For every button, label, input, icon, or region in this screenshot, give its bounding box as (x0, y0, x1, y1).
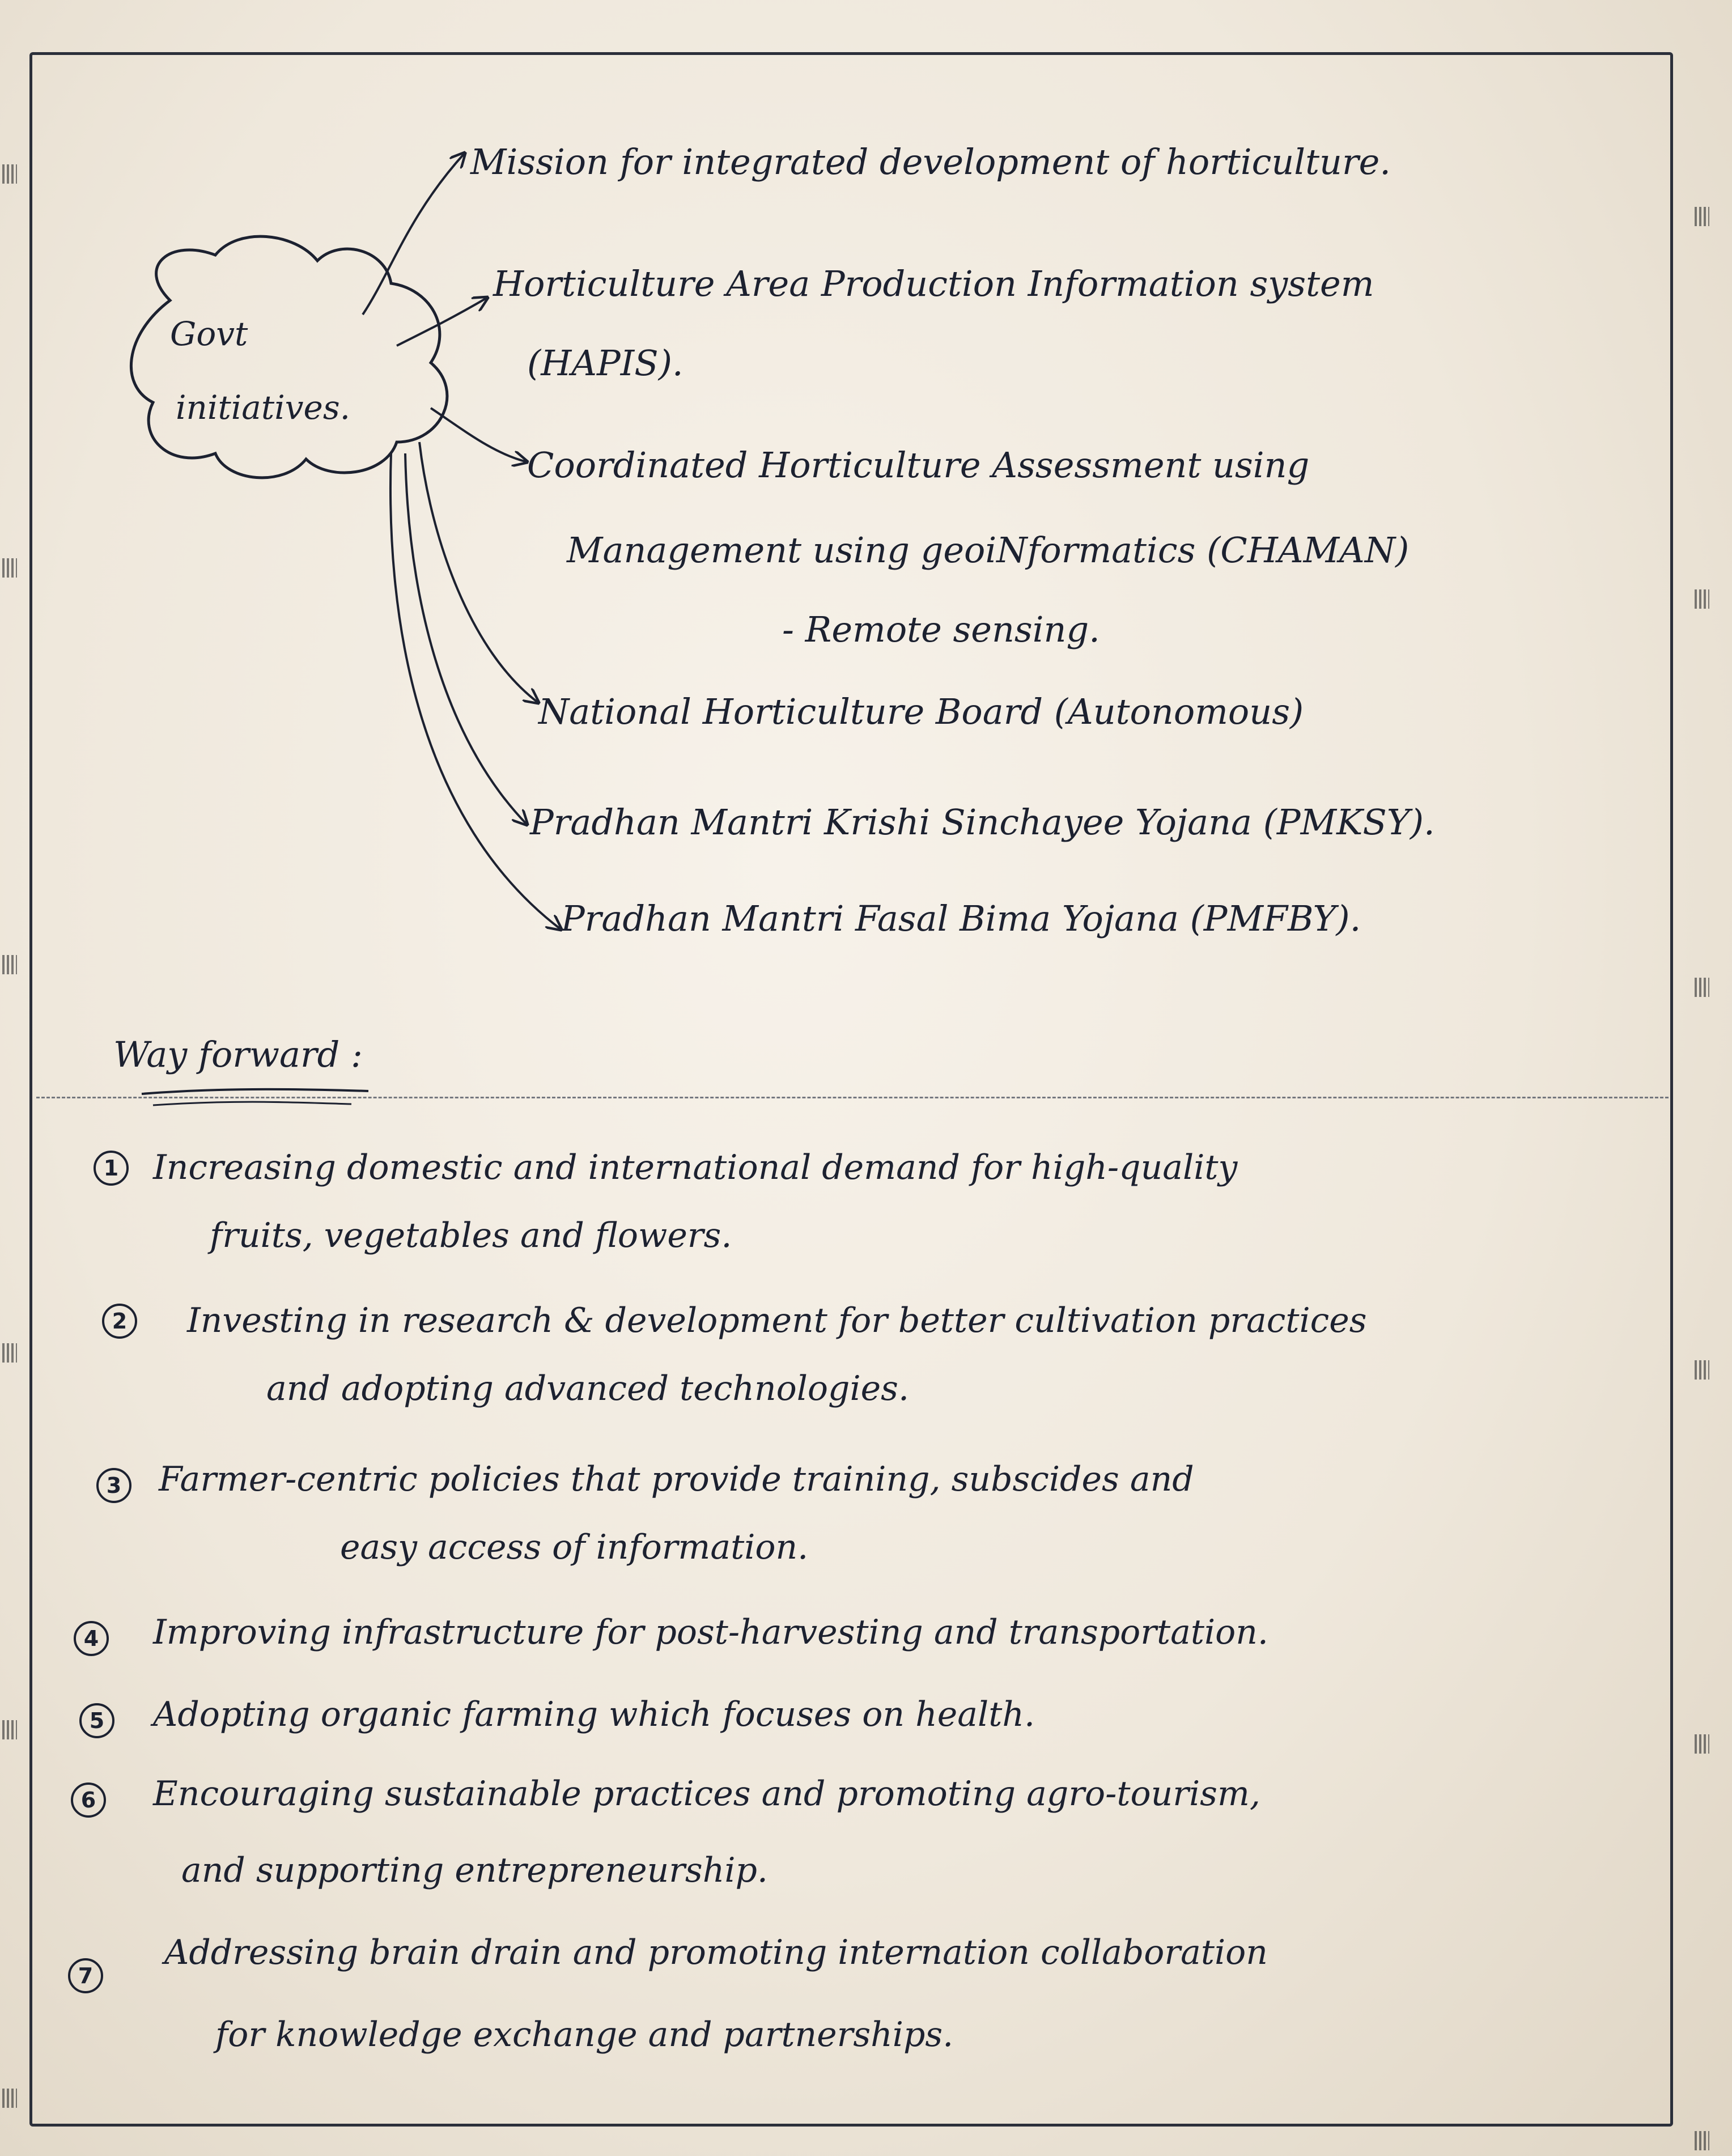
initiative-4-line1: National Horticulture Board (Autonomous) (538, 691, 1304, 732)
point-number-4: 4 (74, 1621, 109, 1656)
heading-underline (142, 1089, 368, 1094)
initiative-3-line1: Coordinated Horticulture Assessment using (527, 444, 1310, 486)
point-1-line2: fruits, vegetables and flowers. (210, 1216, 732, 1255)
cloud-shape (131, 236, 447, 478)
initiative-3-line3: - Remote sensing. (782, 609, 1100, 650)
point-3-line2: easy access of information. (340, 1527, 809, 1567)
point-number-5: 5 (79, 1703, 114, 1738)
point-number-2: 2 (102, 1304, 137, 1339)
initiative-1-line1: Mission for integrated development of horticulture. (470, 141, 1391, 183)
divider-line (36, 1097, 1669, 1098)
point-7-line1: Addressing brain drain and promoting internation collaboration (164, 1933, 1268, 1972)
arrow-to-item-3 (431, 408, 527, 462)
arrow-to-item-5 (405, 453, 527, 825)
initiative-5-line1: Pradhan Mantri Krishi Sinchayee Yojana (PMKSY). (530, 801, 1435, 843)
point-7-line2: for knowledge exchange and partnerships. (215, 2015, 954, 2055)
point-2-line1: Investing in research & development for better cultivation practices (187, 1301, 1367, 1340)
initiative-2-line1: Horticulture Area Production Information system (493, 263, 1374, 304)
initiative-3-line2: Management using geoiNformatics (CHAMAN) (567, 529, 1410, 571)
point-number-1: 1 (94, 1151, 129, 1186)
cloud-label-line1: Govt (170, 315, 248, 353)
point-number-7: 7 (68, 1958, 103, 1993)
heading-underline-2 (153, 1102, 351, 1105)
point-6-line1: Encouraging sustainable practices and promoting agro-tourism, (153, 1774, 1260, 1814)
point-number-3: 3 (96, 1468, 131, 1503)
point-6-line2: and supporting entrepreneurship. (181, 1851, 768, 1890)
arrow-to-item-2 (397, 298, 487, 346)
initiative-6-line1: Pradhan Mantri Fasal Bima Yojana (PMFBY). (561, 898, 1361, 939)
arrow-to-item-6 (390, 453, 561, 930)
point-2-line2: and adopting advanced technologies. (266, 1369, 910, 1408)
point-3-line1: Farmer-centric policies that provide training, subscides and (159, 1459, 1194, 1499)
point-4-line1: Improving infrastructure for post-harvesting and transportation. (153, 1612, 1268, 1652)
point-number-6: 6 (71, 1782, 106, 1818)
way-forward-heading: Way forward : (113, 1034, 363, 1075)
cloud-label-line2: initiatives. (176, 388, 351, 427)
point-5-line1: Adopting organic farming which focuses on health. (153, 1695, 1035, 1734)
point-1-line1: Increasing domestic and international demand for high-quality (153, 1148, 1238, 1187)
initiative-2-line2: (HAPIS). (527, 342, 684, 384)
